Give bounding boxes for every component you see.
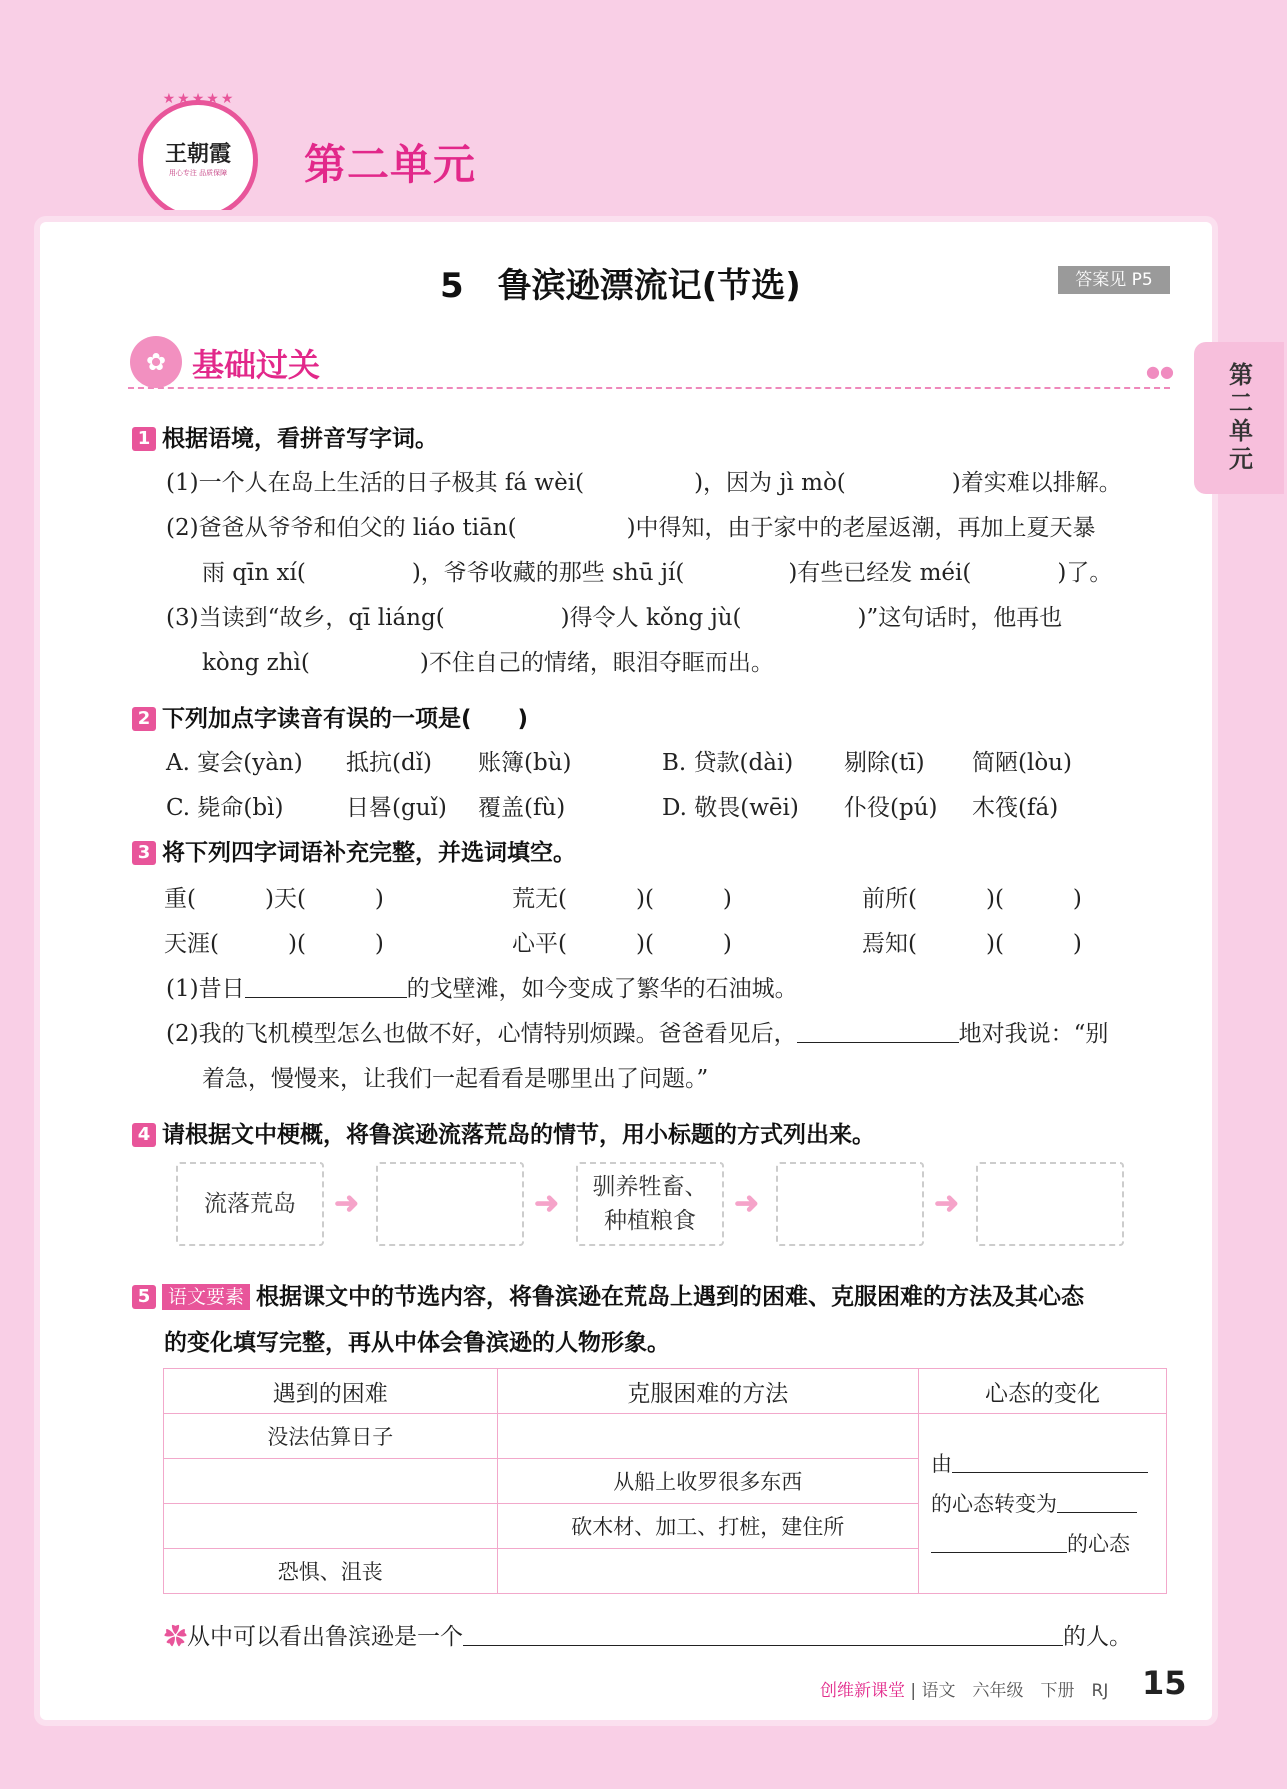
mindset-cell	[919, 1414, 1167, 1594]
q3-word-6: 焉知( )( )	[862, 931, 1082, 957]
answer-blank[interactable]	[1057, 1490, 1137, 1513]
q1-text: 雨 qīn xí(	[202, 560, 306, 586]
answer-blank[interactable]	[952, 1450, 1148, 1473]
table-cell-blank[interactable]	[497, 1549, 918, 1594]
q1-text: )了。	[1057, 560, 1113, 586]
q1-text: (3)当读到“故乡，qī liáng(	[166, 605, 445, 631]
plot-box-3-line: 驯养牲畜、	[592, 1173, 708, 1200]
table-cell: 没法估算日子	[164, 1414, 498, 1459]
question-4-title: 请根据文中梗概，将鲁滨逊流落荒岛的情节，用小标题的方式列出来。	[162, 1122, 875, 1148]
q3-word-4: 天涯( )( )	[164, 931, 384, 957]
q1-line-3	[202, 554, 1112, 587]
plot-box-3	[576, 1162, 724, 1246]
plot-box-2[interactable]	[376, 1162, 524, 1246]
answer-blank[interactable]	[463, 1623, 1063, 1646]
q2-option-a1[interactable]: A. 宴会(yàn)	[166, 750, 303, 776]
q1-text: kòng zhì(	[202, 650, 310, 676]
decor-dots-icon: ●●	[1146, 362, 1174, 381]
q2-option-a2: 抵抗(dǐ)	[346, 750, 433, 776]
arrow-right-icon: ➜	[734, 1186, 760, 1221]
q2-option-d3: 木筏(fá)	[972, 795, 1059, 821]
q3-text: (1)昔日	[166, 976, 245, 1002]
answer-blank[interactable]	[245, 975, 407, 998]
section-heading: 基础过关	[192, 346, 321, 384]
footer-info: 创维新课堂 | 语文 六年级 下册 RJ	[820, 1681, 1109, 1701]
q1-line-2	[166, 509, 1096, 542]
question-3-title: 将下列四字词语补充完整，并选词填空。	[162, 840, 576, 866]
q2-option-b2: 剔除(tī)	[844, 750, 925, 776]
q3-sentence-1	[166, 970, 798, 1003]
q2-option-d1[interactable]: D. 敬畏(wēi)	[662, 795, 799, 821]
lesson-title: 5 鲁滨逊漂流记(节选)	[440, 266, 801, 306]
unit-title: 第二单元	[304, 140, 477, 189]
q1-text: )”这句话时，他再也	[857, 605, 1063, 631]
table-header: 心态的变化	[919, 1369, 1167, 1414]
q2-option-a3: 账簿(bù)	[478, 750, 572, 776]
table-header-row	[164, 1369, 1167, 1414]
logo-text: 王朝霞	[164, 141, 231, 168]
table-row	[164, 1414, 1167, 1459]
table-cell: 从船上收罗很多东西	[497, 1459, 918, 1504]
analysis-table	[163, 1368, 1167, 1594]
plot-box-5[interactable]	[976, 1162, 1124, 1246]
q1-text: )着实难以排解。	[951, 470, 1122, 496]
q1-line-4	[166, 599, 1062, 632]
footer-subject: 语文 六年级 下册 RJ	[921, 1681, 1109, 1701]
table-cell: 砍木材、加工、打桩，建住所	[497, 1504, 918, 1549]
q2-option-c2: 日晷(guǐ)	[346, 795, 447, 821]
table-header: 克服困难的方法	[497, 1369, 918, 1414]
q1-text: )不住自己的情绪，眼泪夺眶而出。	[419, 650, 774, 676]
side-unit-tab[interactable]: 第二单元	[1194, 342, 1284, 494]
q1-text: (2)爸爸从爷爷和伯父的 liáo tiān(	[166, 515, 517, 541]
q3-word-2: 荒无( )( )	[512, 886, 732, 912]
question-5-title: 根据课文中的节选内容，将鲁滨逊在荒岛上遇到的困难、克服困难的方法及其心态	[256, 1284, 1085, 1310]
question-number: 2	[132, 707, 156, 731]
q1-line-5	[202, 644, 774, 677]
question-5-header	[132, 1278, 1084, 1311]
question-2-title: 下列加点字读音有误的一项是( )	[162, 706, 529, 732]
q3-sentence-2-cont: 着急，慢慢来，让我们一起看看是哪里出了问题。”	[202, 1066, 709, 1092]
q3-text: (2)我的飞机模型怎么也做不好，心情特别烦躁。爸爸看见后，	[166, 1021, 797, 1047]
q1-line-1	[166, 464, 1122, 497]
q2-option-d2: 仆役(pú)	[844, 795, 938, 821]
question-1-header	[132, 420, 438, 453]
mindset-text: 的心态	[1067, 1531, 1131, 1556]
q3-text: 地对我说：“别	[958, 1021, 1109, 1047]
mindset-text: 的心态转变为	[931, 1491, 1058, 1516]
q1-text: (1)一个人在岛上生活的日子极其 fá wèi(	[166, 470, 585, 496]
q3-word-5: 心平( )( )	[512, 931, 732, 957]
logo-stars: ★★★★★	[162, 91, 236, 107]
question-number: 4	[132, 1123, 156, 1147]
answer-reference-badge: 答案见 P5	[1058, 266, 1170, 294]
question-2-header	[132, 700, 528, 733]
arrow-right-icon: ➜	[534, 1186, 560, 1221]
table-cell-blank[interactable]	[164, 1459, 498, 1504]
question-1-title: 根据语境，看拼音写字词。	[162, 426, 438, 452]
table-cell: 恐惧、沮丧	[164, 1549, 498, 1594]
arrow-right-icon: ➜	[334, 1186, 360, 1221]
logo-subtext: 用心专注 品质保障	[168, 169, 228, 178]
question-3-header	[132, 834, 576, 867]
q1-text: )得令人 kǒng jù(	[560, 605, 742, 631]
table-cell-blank[interactable]	[164, 1504, 498, 1549]
question-5-title-cont: 的变化填写完整，再从中体会鲁滨逊的人物形象。	[164, 1330, 670, 1356]
conclusion-text: 从中可以看出鲁滨逊是一个	[187, 1624, 463, 1650]
q2-option-b3: 简陋(lòu)	[972, 750, 1072, 776]
arrow-right-icon: ➜	[934, 1186, 960, 1221]
question-number: 5	[132, 1285, 156, 1309]
flower-icon: ✿	[164, 1624, 187, 1650]
q1-text: )有些已经发 méi(	[788, 560, 972, 586]
q1-text: )，因为 jì mò(	[694, 470, 846, 496]
plot-box-1: 流落荒岛	[176, 1162, 324, 1246]
conclusion-line	[164, 1618, 1132, 1651]
footer-brand: 创维新课堂	[820, 1681, 905, 1701]
conclusion-text: 的人。	[1063, 1624, 1132, 1650]
q3-word-3: 前所( )( )	[862, 886, 1082, 912]
q1-text: )中得知，由于家中的老屋返潮，再加上夏天暴	[626, 515, 1096, 541]
brand-logo	[138, 91, 258, 220]
q1-text: )，爷爷收藏的那些 shū jí(	[411, 560, 685, 586]
q2-option-b1[interactable]: B. 贷款(dài)	[662, 750, 794, 776]
plot-box-3-line: 种植粮食	[604, 1208, 696, 1234]
q2-option-c1[interactable]: C. 毙命(bì)	[166, 795, 284, 821]
q3-word-1: 重( )天( )	[164, 886, 384, 912]
answer-blank[interactable]	[931, 1530, 1067, 1553]
mascot-icon: ✿	[130, 336, 182, 388]
mindset-text: 由	[931, 1451, 953, 1476]
table-cell-blank[interactable]	[497, 1414, 918, 1459]
q3-text: 的戈壁滩，如今变成了繁华的石油城。	[406, 976, 798, 1002]
page-number: 15	[1142, 1664, 1187, 1702]
element-tag: 语文要素	[162, 1284, 250, 1310]
question-number: 1	[132, 427, 156, 451]
question-4-header	[132, 1116, 875, 1149]
question-number: 3	[132, 841, 156, 865]
answer-blank[interactable]	[797, 1020, 959, 1043]
q3-sentence-2	[166, 1015, 1108, 1048]
table-header: 遇到的困难	[164, 1369, 498, 1414]
plot-box-4[interactable]	[776, 1162, 924, 1246]
q2-option-c3: 覆盖(fù)	[478, 795, 566, 821]
